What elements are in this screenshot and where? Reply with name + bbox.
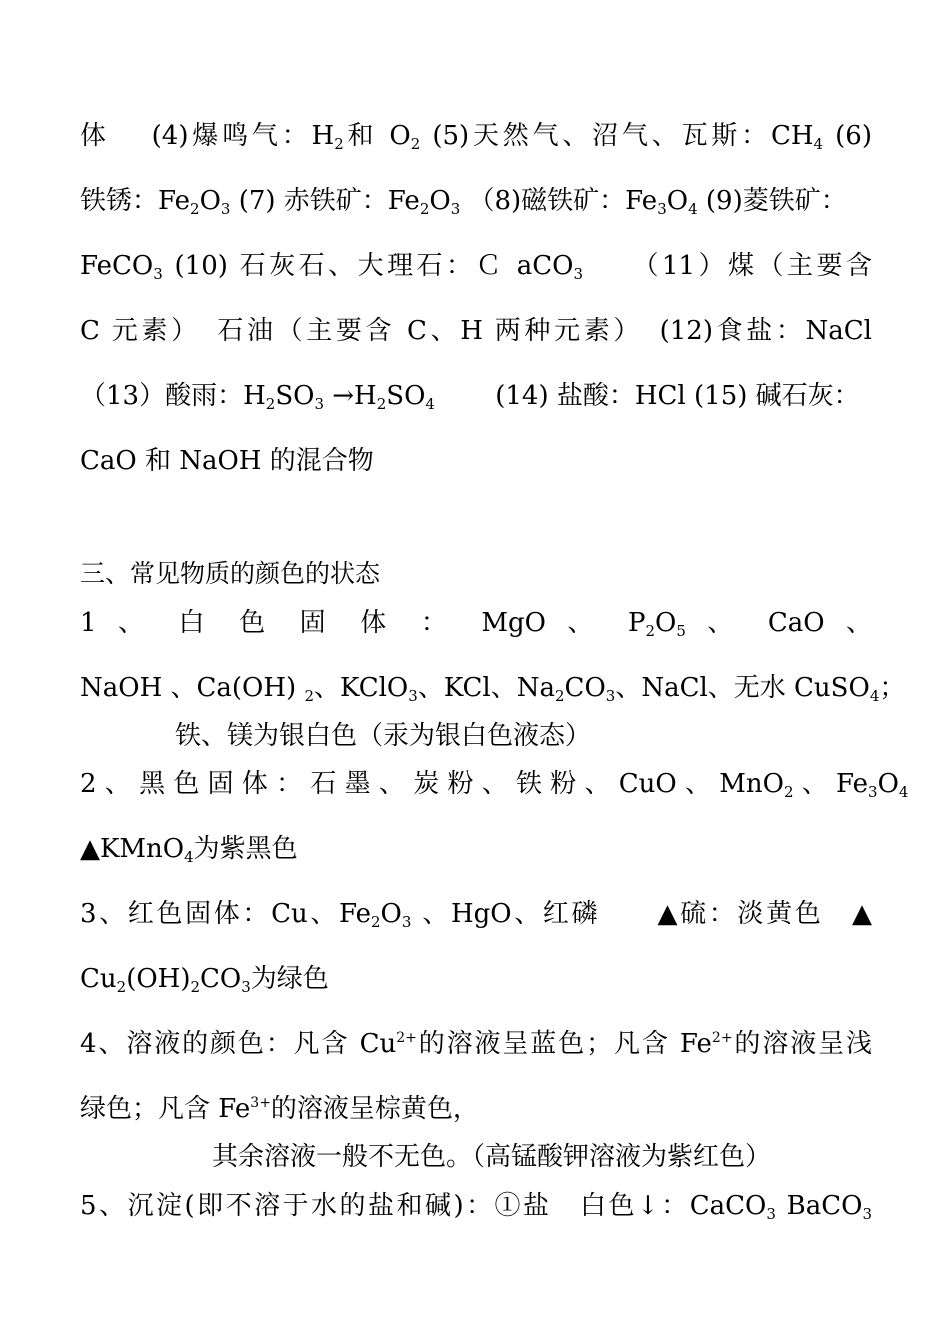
subscript: 2: [645, 622, 655, 640]
subscript: 2: [190, 200, 200, 218]
text-run: 为紫黑色: [193, 834, 298, 864]
text-run: 三、常见物质的颜色的状态: [80, 559, 381, 588]
text-line: [80, 1093, 872, 1125]
text-run: (7) 赤铁矿：Fe: [230, 186, 420, 216]
text-run: 、 CaO 、: [685, 608, 872, 638]
subscript: 3: [573, 265, 584, 283]
text-run: O: [380, 899, 402, 929]
text-run: 、KCl、Na: [417, 673, 555, 703]
text-run: （11）煤（主要含: [583, 251, 872, 281]
text-line: [80, 445, 872, 477]
subscript: 3: [605, 687, 616, 705]
subscript: 2: [304, 687, 314, 705]
subscript: 4: [425, 395, 435, 413]
text-run: 为绿色: [250, 964, 329, 994]
text-run: (10) 石灰石、大理石：Ｃ aCO: [162, 251, 574, 281]
text-run: FeCO: [80, 251, 154, 281]
subscript: 2: [376, 395, 387, 413]
text-run: ▲KMnO: [80, 834, 185, 864]
text-run: （13）酸雨：H: [80, 381, 266, 411]
text-line: [80, 315, 872, 347]
subscript: 3: [153, 265, 163, 283]
text-line: [80, 185, 872, 217]
text-run: CaO 和 NaOH 的混合物: [80, 446, 374, 476]
text-run: SO: [275, 381, 315, 411]
subscript: 3: [241, 978, 251, 996]
text-run: O: [877, 769, 899, 799]
text-run: 的溶液呈棕黄色，: [270, 1094, 479, 1124]
text-run: 、HgO、红磷 ▲硫：淡黄色 ▲: [411, 899, 872, 929]
text-line: [80, 898, 872, 930]
subscript: 2: [419, 200, 430, 218]
subscript: 3: [657, 200, 667, 218]
subscript: 4: [184, 848, 194, 866]
text-run: 的溶液呈浅: [732, 1029, 872, 1059]
text-run: 体 (4)爆鸣气：H: [80, 121, 335, 151]
subscript: 4: [813, 135, 824, 153]
subscript: 2: [116, 978, 127, 996]
text-run: 铁锈：Fe: [80, 186, 191, 216]
text-run: 的溶液呈蓝色；凡含 Fe: [416, 1029, 712, 1059]
text-run: 1 、 白 色 固 体 ： MgO 、 P: [80, 608, 646, 638]
text-line: [80, 963, 872, 995]
text-run: Cu: [80, 964, 117, 994]
text-run: (9)菱铁矿：: [697, 186, 847, 216]
subscript: 2: [371, 913, 381, 931]
section-heading: [80, 558, 872, 590]
subscript: 2: [190, 978, 201, 996]
text-run: NaOH 、Ca(OH): [80, 673, 305, 703]
text-run: O: [429, 186, 451, 216]
subscript: 3: [766, 1205, 776, 1223]
text-run: CO: [200, 964, 242, 994]
subscript: 2: [265, 395, 276, 413]
text-line: [80, 607, 872, 639]
text-run: 、NaCl、无水 CuSO: [615, 673, 870, 703]
text-run: C 元素） 石油（主要含 C、H 两种元素） (12)食盐：NaCl: [80, 316, 872, 346]
text-line: [80, 250, 872, 282]
superscript: 3+: [250, 1095, 271, 1111]
text-line: [80, 833, 872, 865]
text-run: CO: [564, 673, 606, 703]
text-run: O: [666, 186, 689, 216]
subscript: 3: [408, 687, 418, 705]
text-run: O: [655, 608, 677, 638]
text-run: 2 、 黑 色 固 体 ： 石 墨 、 炭 粉 、 铁 粉 、 CuO 、 MnO: [80, 769, 784, 799]
text-line: [80, 1190, 872, 1222]
text-line: [80, 380, 872, 412]
subscript: 2: [555, 687, 565, 705]
subscript: 3: [868, 783, 878, 801]
text-run: (OH): [126, 964, 191, 994]
text-run: 绿色；凡含 Fe: [80, 1094, 251, 1124]
text-line: [80, 120, 872, 152]
subscript: 3: [862, 1205, 873, 1223]
text-run: 、KClO: [314, 673, 409, 703]
text-run: (5)天然气、沼气、瓦斯：CH: [420, 121, 814, 151]
text-run: 5、沉淀(即不溶于水的盐和碱)：①盐 白色↓：CaCO: [80, 1191, 767, 1221]
text-run: 4、溶液的颜色：凡含 Cu: [80, 1029, 397, 1059]
text-run: O: [199, 186, 221, 216]
text-line: [80, 672, 906, 705]
text-run: 3、红色固体：Cu、Fe: [80, 899, 371, 929]
subscript: 3: [401, 913, 412, 931]
text-run: 和 O: [343, 121, 411, 151]
subscript: 2: [334, 135, 344, 153]
subscript: 4: [688, 200, 698, 218]
text-run: （8)磁铁矿：Fe: [460, 186, 658, 216]
text-run: →H: [324, 381, 377, 411]
subscript: 4: [869, 687, 880, 705]
text-run: BaCO: [775, 1191, 863, 1221]
subscript: 2: [783, 783, 794, 801]
subscript: 5: [676, 622, 686, 640]
subscript: 3: [314, 395, 324, 413]
subscript: 2: [410, 135, 421, 153]
subscript: 4: [898, 783, 909, 801]
text-run: SO: [386, 381, 426, 411]
text-run: 铁、镁为银白色（汞为银白色液态）: [175, 721, 592, 751]
text-line: [80, 768, 909, 801]
text-run: (14) 盐酸：HCl (15) 碱石灰：: [434, 381, 860, 411]
superscript: 2+: [396, 1030, 417, 1046]
text-line: [212, 1141, 771, 1173]
text-run: 其余溶液一般不无色。（高锰酸钾溶液为紫红色）: [212, 1142, 772, 1172]
subscript: 3: [450, 200, 461, 218]
text-line: [80, 1028, 872, 1060]
subscript: 3: [220, 200, 231, 218]
superscript: 2+: [711, 1030, 733, 1046]
text-line: [175, 720, 591, 752]
text-run: (6): [823, 121, 872, 151]
text-run: ；: [879, 673, 906, 703]
text-run: 、 Fe: [793, 769, 869, 799]
